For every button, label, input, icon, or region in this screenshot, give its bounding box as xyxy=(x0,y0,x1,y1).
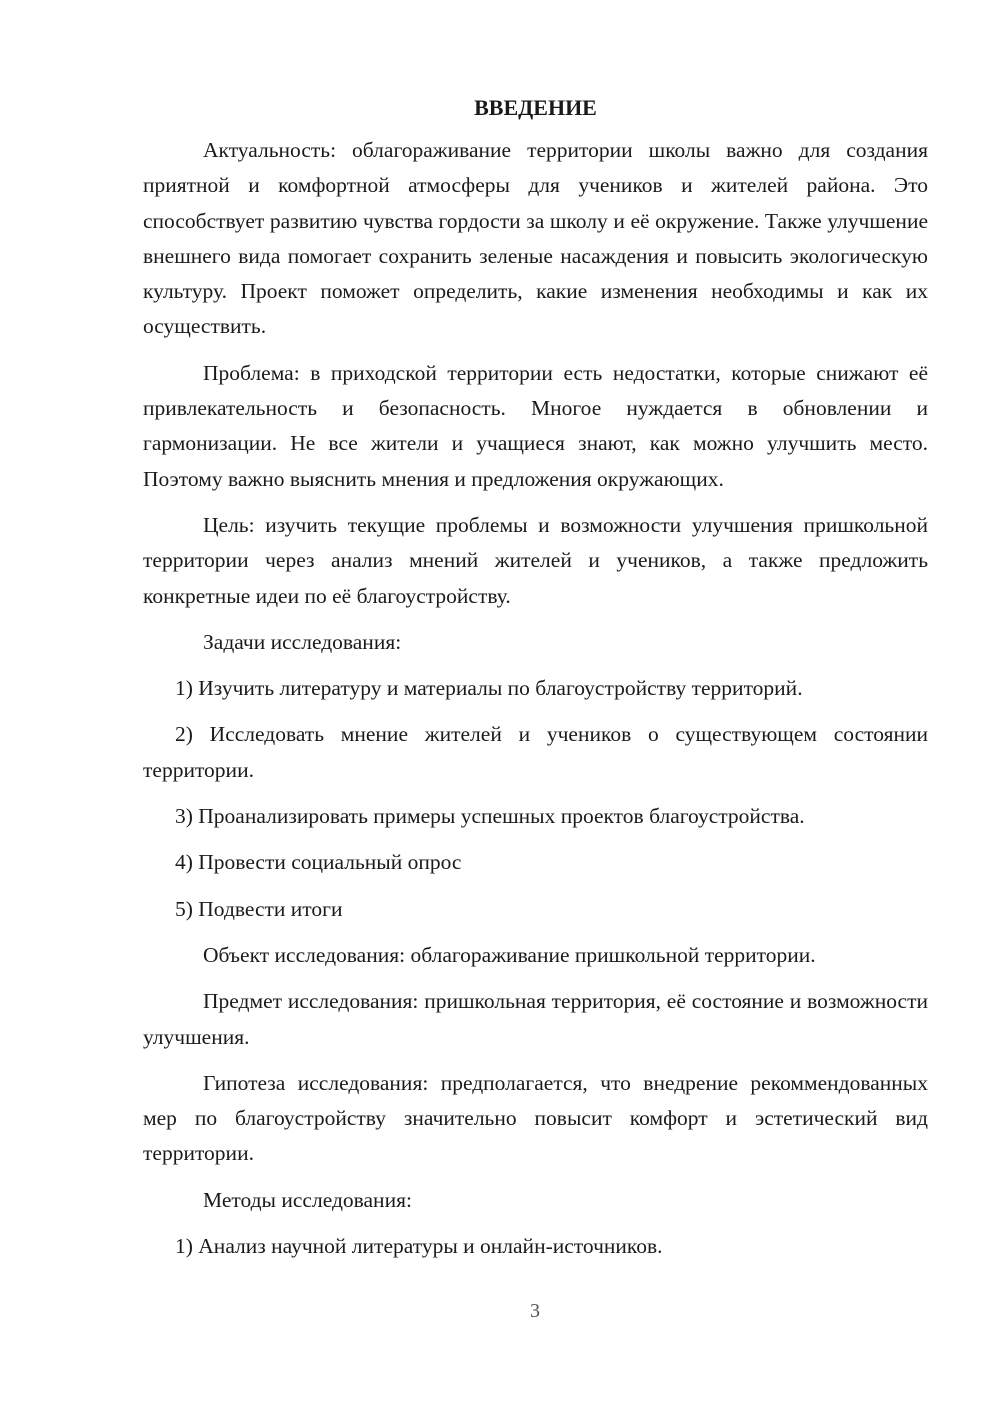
method-item-1: 1) Анализ научной литературы и онлайн-источников. xyxy=(175,1234,663,1259)
paragraph-hypothesis: Гипотеза исследования: предполагается, что внедрение рекоммендованных мер по благоустройству значительно повысит комфорт и эстетический вид территории. xyxy=(143,1070,928,1166)
methods-heading: Методы исследования: xyxy=(203,1187,412,1212)
page-number: 3 xyxy=(530,1300,540,1322)
tasks-heading: Задачи исследования: xyxy=(203,629,402,654)
task-item-5: 5) Подвести итоги xyxy=(175,896,343,921)
document-page xyxy=(143,90,928,1275)
task-item-4: 4) Провести социальный опрос xyxy=(175,850,462,875)
task-item-1: 1) Изучить литературу и материалы по благоустройству территорий. xyxy=(175,676,803,701)
paragraph-relevance: Актуальность: облагораживание территории школы важно для создания приятной и комфортной атмосферы для учеников и жителей района. Это способствует развитию чувства гордости за школу и её окружение. Также улучшение внешнего вида помогает сохранить зеленые насаждения и повысить экологическую культуру. Проект поможет определить, какие изменения необходимы и как их осуществить. xyxy=(143,138,928,339)
task-item-2: 2) Исследовать мнение жителей и учеников о существующем состоянии территории. xyxy=(143,722,928,782)
paragraph-subject: Предмет исследования: пришкольная территория, её состояние и возможности улучшения. xyxy=(143,989,928,1049)
page-title: ВВЕДЕНИЕ xyxy=(474,95,597,120)
paragraph-problem: Проблема: в приходской территории есть недостатки, которые снижают её привлекательность и безопасность. Многое нуждается в обновлении и гармонизации. Не все жители и учащиеся знают, как можно улучшить место. Поэтому важно выяснить мнения и предложения окружающих. xyxy=(143,360,928,491)
task-item-3: 3) Проанализировать примеры успешных проектов благоустройства. xyxy=(175,804,805,829)
paragraph-object: Объект исследования: облагораживание пришкольной территории. xyxy=(203,942,816,967)
paragraph-goal: Цель: изучить текущие проблемы и возможности улучшения пришкольной территории через анализ мнений жителей и учеников, а также предложить конкретные идеи по её благоустройству. xyxy=(143,512,928,608)
